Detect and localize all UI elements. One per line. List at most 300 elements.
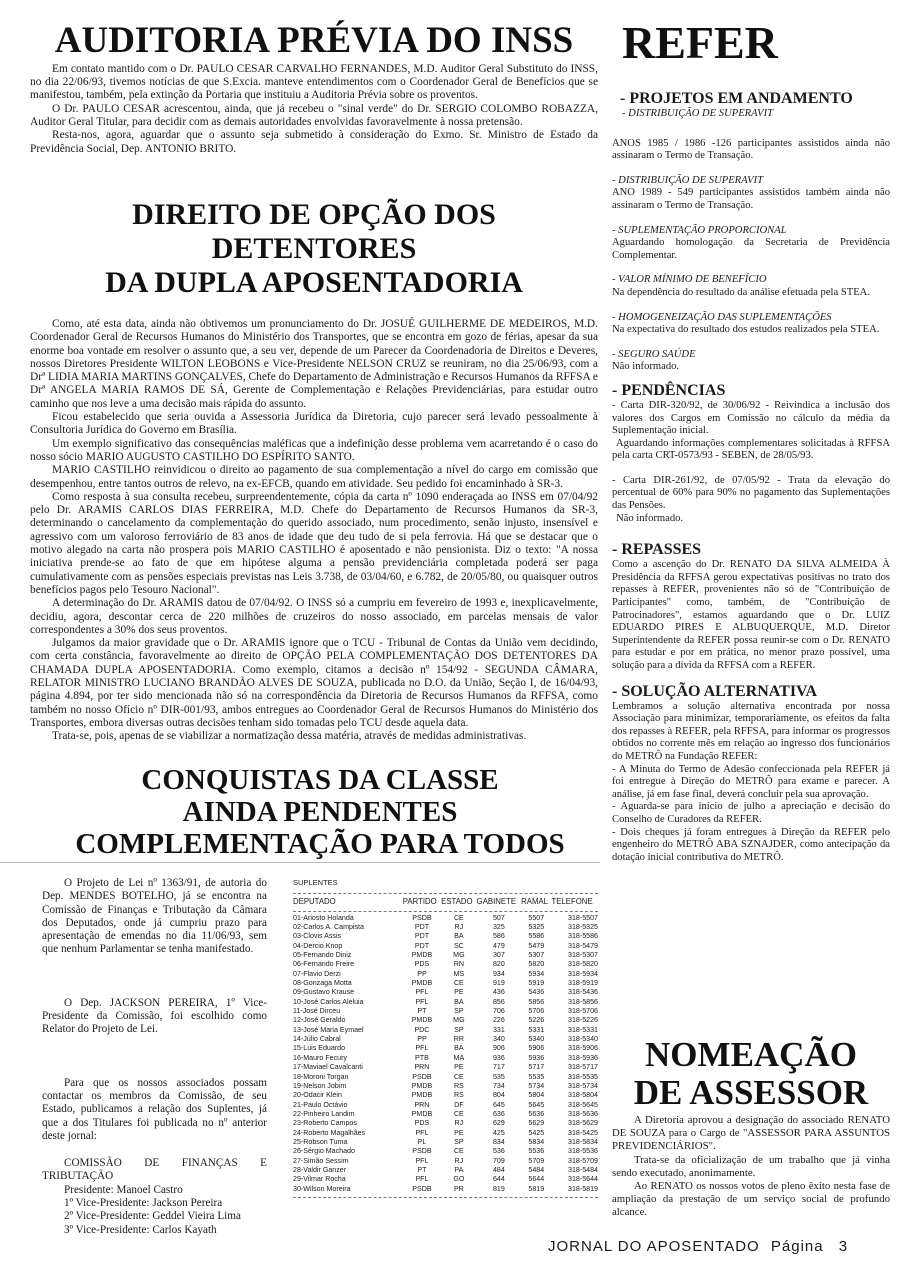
ramal-cell: 5717: [528, 1063, 545, 1072]
estado-cell: SP: [454, 1025, 464, 1034]
table-row: [293, 1016, 598, 1025]
deputado-cell: 17-Maviael Cavalcanti: [293, 1063, 363, 1072]
gabinete-cell: 820: [492, 960, 505, 969]
paragraph: MARIO CASTILHO reinvidicou o direito ao pagamento de sua complementação a nível do cargo em comissão que desempenhou, entre tantos outros de relevo, na ex-EFCB, quando em atividade. Seu pedido foi encaminhado à SR-3.: [30, 464, 598, 490]
partido-cell: PSDB: [412, 1072, 432, 1081]
deputado-cell: 03-Clovis Assis: [293, 932, 342, 941]
gabinete-cell: 636: [492, 1109, 505, 1118]
telefone-cell: 318-5331: [568, 1025, 598, 1034]
partido-cell: PRN: [414, 1100, 430, 1109]
paragraph: O Dep. JACKSON PEREIRA, 1º Vice-Presidente da Comissão, foi escolhido como Relator do Projeto de Lei.: [42, 996, 267, 1036]
deputado-cell: 04-Dercio Knop: [293, 941, 343, 950]
paragraph: Trata-se, pois, apenas de se viabilizar a normatização dessa matéria, através de medidas administrativas.: [52, 730, 527, 743]
table-row: [293, 1100, 598, 1109]
solucao-text: - Aguarda-se para início de julho a apreciação e decisão do Conselho de Curadores da REFER.: [612, 801, 890, 825]
estado-cell: BA: [454, 932, 464, 941]
gabinete-cell: 645: [492, 1100, 505, 1109]
table-row: [293, 1109, 598, 1118]
estado-cell: PE: [454, 1063, 464, 1072]
estado-cell: RS: [453, 1081, 464, 1090]
paragraph: O Projeto de Lei nº 1363/91, de autoria do Dep. MENDES BOTELHO, já se encontra na Comissão de Finanças e Tributação da Câmara dos Deputados, onde já cumpriu prazo para apresentação de emendas no dia 11/06/93, sem que nenhum Parlamentar se tenha manifestado.: [42, 877, 267, 956]
auditoria-article: [30, 22, 598, 156]
projeto-text: Na expectativa do resultado dos estudos realizados pela STEA.: [612, 324, 880, 336]
ramal-cell: 5325: [528, 923, 545, 932]
telefone-cell: 318-5644: [568, 1175, 598, 1184]
deputado-cell: 29-Vilmar Rocha: [293, 1175, 346, 1184]
table-row: [293, 1025, 598, 1034]
gabinete-cell: 819: [492, 1184, 505, 1193]
deputado-cell: 05-Fernando Diniz: [293, 951, 352, 960]
table-row: [293, 1147, 598, 1156]
paragraph: Resta-nos, agora, aguardar que o assunto seja submetido à consideração do Exmo. Sr. Ministro de Estado da Previdência Social, Dep. ANTONIO BRITO.: [30, 129, 598, 155]
estado-cell: PA: [454, 1165, 464, 1174]
gabinete-cell: 425: [492, 1128, 505, 1137]
estado-cell: RJ: [454, 1156, 464, 1165]
ramal-cell: 5436: [528, 988, 545, 997]
partido-cell: PTB: [415, 1053, 429, 1062]
deputado-cell: 25-Robson Tuma: [293, 1137, 348, 1146]
paragraph: Para que os nossos associados possam contactar os membros da Comissão, de seu Estado, publicamos a relação dos Suplentes, já que a dos Titulares foi publicada no nº anterior deste jornal:: [42, 1076, 267, 1142]
ramal-cell: 5834: [528, 1137, 545, 1146]
telefone-cell: 318-5425: [568, 1128, 598, 1137]
telefone-cell: 318-5906: [568, 1044, 598, 1053]
partido-cell: PMDB: [411, 1109, 433, 1118]
table-row: [293, 1034, 598, 1043]
officer: 3º Vice-Presidente: Carlos Kayath: [64, 1223, 217, 1236]
paragraph: A Diretoria aprovou a designação do associado RENATO DE SOUZA para o Cargo de "ASSESSOR PARA ASSUNTOS PREVIDENCIÁRIOS".: [612, 1114, 890, 1153]
table-row: [293, 1128, 598, 1137]
telefone-cell: 318-5536: [568, 1147, 598, 1156]
estado-cell: CE: [453, 1072, 464, 1081]
gabinete-cell: 906: [492, 1044, 505, 1053]
auditoria-body: [30, 63, 598, 156]
paragraph: Ao RENATO os nossos votos de pleno êxito nesta fase de ampliação da prestação de um serviço social de profundo alcance.: [612, 1180, 890, 1219]
partido-cell: PDS: [414, 1119, 430, 1128]
deputado-cell: 28-Valdir Ganzer: [293, 1165, 347, 1174]
table-row: [293, 932, 598, 941]
table-row: [293, 1006, 598, 1015]
gabinete-cell: 834: [492, 1137, 505, 1146]
telefone-cell: 318-5484: [568, 1165, 598, 1174]
pendencia-item: - Carta DIR-261/92, de 07/05/92 - Trata da elevação do percentual de 60% para 90% no pagamento das Suplementações das Pensões.: [612, 474, 890, 512]
projetos-section: [612, 90, 890, 374]
estado-cell: SP: [454, 1137, 464, 1146]
partido-cell: PFL: [415, 997, 429, 1006]
table-row: [293, 969, 598, 978]
partido-cell: PT: [417, 1007, 427, 1016]
estado-cell: CE: [453, 1147, 464, 1156]
partido-cell: PDS: [414, 960, 430, 969]
headline-line: NOMEAÇÃO: [645, 1035, 857, 1074]
deputado-cell: 15-Luis Eduardo: [293, 1044, 346, 1053]
headline-line: DA DUPLA APOSENTADORIA: [105, 266, 523, 299]
gabinete-cell: 919: [492, 979, 505, 988]
gabinete-cell: 484: [492, 1165, 505, 1174]
pendencia-item: - Carta DIR-320/92, de 30/06/92 - Reivindica a inclusão dos valores dos Cargos em Comissão no cálculo da média da Suplementação inicial.: [612, 399, 890, 437]
deputado-cell: 20-Odacir Klein: [293, 1091, 342, 1100]
gabinete-cell: 307: [492, 951, 505, 960]
telefone-cell: 318-5325: [568, 923, 598, 932]
estado-cell: GO: [453, 1175, 465, 1184]
gabinete-cell: 436: [492, 988, 505, 997]
partido-cell: PMDB: [411, 1016, 433, 1025]
deputado-cell: 30-Wilson Moreira: [293, 1184, 351, 1193]
estado-cell: RJ: [454, 923, 464, 932]
gabinete-cell: 226: [492, 1016, 505, 1025]
gabinete-cell: 340: [492, 1035, 505, 1044]
suplentes-table-body: [293, 913, 598, 1193]
conquistas-body: [42, 877, 267, 1237]
direito-headline: [30, 198, 598, 300]
table-row: [293, 1081, 598, 1090]
estado-cell: PR: [453, 1184, 464, 1193]
estado-cell: RS: [453, 1091, 464, 1100]
partido-cell: PDT: [414, 932, 430, 941]
telefone-cell: 318-5717: [568, 1063, 598, 1072]
telefone-cell: 318-5340: [568, 1035, 598, 1044]
gabinete-cell: 325: [492, 923, 505, 932]
telefone-cell: 318-5804: [568, 1091, 598, 1100]
deputado-cell: 14-Júlio Cabral: [293, 1035, 341, 1044]
divider: [293, 1197, 598, 1198]
deputado-cell: 24-Roberto Magalhães: [293, 1128, 366, 1137]
ramal-cell: 5535: [528, 1072, 545, 1081]
headline-line: DIREITO DE OPÇÃO DOS DETENTORES: [132, 198, 496, 265]
projeto-text: Aguardando homologação da Secretaria de Previdência Complementar.: [612, 237, 890, 261]
ramal-cell: 5425: [528, 1128, 545, 1137]
nomeacao-body: [612, 1114, 890, 1220]
estado-cell: MG: [453, 1016, 465, 1025]
estado-cell: SP: [454, 1007, 464, 1016]
repasses-section: [612, 541, 890, 672]
deputado-cell: 01-Ariosto Holanda: [293, 913, 354, 922]
partido-cell: PFL: [415, 1175, 429, 1184]
ramal-cell: 5331: [528, 1025, 545, 1034]
projeto-text: Na dependência do resultado da análise efetuada pela STEA.: [612, 286, 870, 298]
headline-line: CONQUISTAS DA CLASSE: [141, 764, 499, 796]
gabinete-cell: 479: [492, 941, 505, 950]
partido-cell: PP: [417, 1035, 427, 1044]
deputado-cell: 26-Sérgio Machado: [293, 1147, 355, 1156]
ramal-cell: 5340: [528, 1035, 545, 1044]
repasses-text: Como a ascenção do Dr. RENATO DA SILVA ALMEIDA À Presidência da RFFSA gerou expectativas positivas no trato dos repasses à REFER, provenientes não só de "Contribuição de Participantes" como, também, de "Contribuição de Patrocinadores", estamos aguardando que o Dr. LUIZ EDUARDO PIRES E ALBUQUERQUE, M.D. Diretor Superintendente da REFER possa reunir-se com o Dr. RENATO para estudar e por em prática, no menor prazo possível, uma solução para a dívida da RFFSA com a REFER.: [612, 559, 890, 671]
projeto-text: ANOS 1985 / 1986 -126 participantes assistidos ainda não assinaram o Termo de Transação.: [612, 137, 890, 162]
telefone-cell: 318-5706: [568, 1007, 598, 1016]
gabinete-cell: 856: [492, 997, 505, 1006]
page-footer: [548, 1238, 848, 1255]
officer: 2º Vice-Presidente: Geddel Vieira Lima: [64, 1210, 241, 1223]
deputado-cell: 27-Simão Sessim: [293, 1156, 349, 1165]
officers-list: [42, 1184, 267, 1237]
ramal-cell: 5636: [528, 1109, 545, 1118]
estado-cell: PE: [454, 1128, 464, 1137]
estado-cell: CE: [453, 913, 464, 922]
partido-cell: PSDB: [412, 1147, 432, 1156]
partido-cell: PMDB: [411, 1081, 433, 1090]
ramal-cell: 5629: [528, 1119, 545, 1128]
table-row: [293, 1091, 598, 1100]
paragraph: Trata-se da oficialização de um trabalho que já vinha sendo executado, anonimamente.: [612, 1153, 890, 1179]
table-row: [293, 1175, 598, 1184]
deputado-cell: 18-Moroni Torgan: [293, 1072, 349, 1081]
telefone-cell: 318-5586: [568, 932, 598, 941]
partido-cell: PFL: [415, 988, 429, 997]
table-row: [293, 1072, 598, 1081]
ramal-cell: 5804: [528, 1091, 545, 1100]
estado-cell: MG: [453, 951, 465, 960]
ramal-cell: 5919: [528, 979, 545, 988]
ramal-cell: 5709: [528, 1156, 545, 1165]
table-row: [293, 1165, 598, 1174]
page-number: 3: [838, 1238, 849, 1255]
solucao-section: [612, 683, 890, 865]
repasses-heading: - REPASSES: [612, 541, 702, 559]
table-row: [293, 1053, 598, 1062]
gabinete-cell: 804: [492, 1091, 505, 1100]
pendencia-item: Não informado.: [616, 512, 684, 524]
publication-name: JORNAL DO APOSENTADO: [548, 1238, 760, 1255]
pendencias-section: [612, 382, 890, 525]
officer: 1º Vice-Presidente: Jackson Pereira: [64, 1197, 223, 1210]
telefone-cell: 318-5734: [568, 1081, 598, 1090]
estado-cell: RN: [453, 960, 464, 969]
paragraph: Como resposta à sua consulta recebeu, surpreendentemente, cópia da carta nº 1090 enderaçada ao INSS em 07/04/92 pelo Dr. ARAMIS CARLOS DIAS FERREIRA, M.D. Chefe do Departamento de Recursos Humanos da SR-3, determinando o cancelamento da complementação do querido associado, num procedimento, senão injusto, insensível e agressivo com um valoroso ferroviário de 83 anos de idade que deu tudo de si pela ferrovia. Há que se destacar que o motivo alegado na carta não prospera pois MARIO CASTILHO é aposentado e não pensionista. Diz o texto: "A nossa iniciativa prende-se ao fato de que em hipótese alguma a pensão previdenciária completada poderá ser paga cumulativamente com as pensões especiais previstas nas Leis 3.738, de 03/04/60, e 6.782, de 20/05/80, ou quaisquer outros benefícios pagos pelo Tesouro Nacional".: [30, 490, 598, 596]
nomeacao-headline: [612, 1036, 890, 1112]
projeto-label: - HOMOGENEIZAÇÃO DAS SUPLEMENTAÇÕES: [612, 311, 832, 323]
telefone-cell: 318-5936: [568, 1053, 598, 1062]
table-row: [293, 1184, 598, 1193]
telefone-cell: 318-5645: [568, 1100, 598, 1109]
suplentes-table: [293, 894, 598, 1193]
paragraph: Como, até esta data, ainda não obtivemos um pronunciamento do Dr. JOSUÉ GUILHERME DE MEDEIROS, M.D. Coordenador Geral de Recursos Humanos do Ministério dos Transportes, que se encontra em gozo de férias, apesar da sua enorme boa vontade em resolver o assunto que, a seu ver, depende de um Parecer da Coordenadoria de Direitos e Deveres, nossos Diretores Presidente WILTON LEOBONS e Vice-Presidente NELSON CRUZ se reuniram, no dia 25/06/93, com a Drª LIDIA MARIA MARTINS GONÇALVES, Chefe do Departamento de Administração e Recursos Humanos da RFFSA e Drª ANGELA MARIA RAMOS DE SÁ, Gerente de Complementação e Relações Previdenciárias, para estudar outro caminho que nos leve a uma decisão mais rápida do assunto.: [30, 318, 598, 410]
estado-cell: MA: [453, 1053, 465, 1062]
ramal-cell: 5645: [528, 1100, 545, 1109]
gabinete-cell: 936: [492, 1053, 505, 1062]
partido-cell: PSDB: [412, 913, 432, 922]
col-header: TELEFONE: [551, 897, 593, 906]
col-header: RAMAL: [521, 897, 549, 906]
gabinete-cell: 507: [492, 913, 505, 922]
solucao-heading: - SOLUÇÃO ALTERNATIVA: [612, 682, 818, 700]
ramal-cell: 5479: [528, 941, 545, 950]
deputado-cell: 08-Gonzaga Motta: [293, 979, 352, 988]
table-row: [293, 1156, 598, 1165]
gabinete-cell: 644: [492, 1175, 505, 1184]
table-row: [293, 978, 598, 987]
telefone-cell: 318-5834: [568, 1137, 598, 1146]
deputado-cell: 23-Roberto Campos: [293, 1119, 357, 1128]
table-row: [293, 960, 598, 969]
deputado-cell: 12-José Geraldo: [293, 1016, 346, 1025]
estado-cell: RR: [453, 1035, 464, 1044]
estado-cell: DF: [454, 1100, 464, 1109]
ramal-cell: 5936: [528, 1053, 545, 1062]
telefone-cell: 318-5820: [568, 960, 598, 969]
gabinete-cell: 536: [492, 1147, 505, 1156]
refer-column: [612, 18, 890, 864]
table-header-row: [293, 894, 598, 909]
pendencias-heading: - PENDÊNCIAS: [612, 381, 726, 399]
page-label: Página: [770, 1238, 824, 1255]
ramal-cell: 5934: [528, 969, 545, 978]
ramal-cell: 5706: [528, 1007, 545, 1016]
telefone-cell: 318-5307: [568, 951, 598, 960]
col-header: ESTADO: [441, 897, 473, 906]
deputado-cell: 21-Paulo Octávio: [293, 1100, 348, 1109]
gabinete-cell: 331: [492, 1025, 505, 1034]
direito-body: [30, 318, 598, 744]
projeto-label: - VALOR MÍNIMO DE BENEFÍCIO: [612, 274, 767, 286]
ramal-cell: 5536: [528, 1147, 545, 1156]
projeto-label: - DISTRIBUIÇÃO DE SUPERAVIT: [622, 108, 773, 119]
solucao-text: - A Minuta do Termo de Adesão confeccionada pela REFER já foi entregue à Direção do METRÔ para exame e parecer. A análise, já em fase final, deverá concluir pela sua aprovação.: [612, 763, 890, 800]
deputado-cell: 13-José Maria Eymael: [293, 1025, 364, 1034]
projeto-label: - SUPLEMENTAÇÃO PROPORCIONAL: [612, 224, 787, 236]
partido-cell: PRN: [414, 1063, 430, 1072]
deputado-cell: 22-Pinheiro Landim: [293, 1109, 355, 1118]
partido-cell: PDC: [414, 1025, 430, 1034]
table-row: [293, 941, 598, 950]
gabinete-cell: 586: [492, 932, 505, 941]
table-row: [293, 922, 598, 931]
partido-cell: PT: [417, 1165, 427, 1174]
partido-cell: PMDB: [411, 979, 433, 988]
partido-cell: PMDB: [411, 951, 433, 960]
deputado-cell: 11-José Dirceu: [293, 1007, 341, 1016]
deputado-cell: 06-Fernando Freire: [293, 960, 355, 969]
telefone-cell: 318-5436: [568, 988, 598, 997]
partido-cell: PL: [417, 1137, 427, 1146]
headline-line: DE ASSESSOR: [633, 1073, 869, 1112]
divider: [293, 911, 598, 912]
partido-cell: PFL: [415, 1156, 429, 1165]
projeto-label: - DISTRIBUIÇÃO DE SUPERAVIT: [612, 174, 763, 186]
ramal-cell: 5307: [528, 951, 545, 960]
partido-cell: PFL: [415, 1044, 429, 1053]
headline-line: AINDA PENDENTES: [182, 796, 458, 828]
telefone-cell: 318-5629: [568, 1119, 598, 1128]
estado-cell: SC: [453, 941, 464, 950]
partido-cell: PDT: [414, 941, 430, 950]
table-row: [293, 997, 598, 1006]
paragraph: Ficou estabelecido que seria ouvida a Assessoria Jurídica da Diretoria, cujo parecer será levado pessoalmente à Consultoria Jurídica do Governo em Brasília.: [30, 411, 598, 437]
gabinete-cell: 629: [492, 1119, 505, 1128]
ramal-cell: 5856: [528, 997, 545, 1006]
paragraph: Em contato mantido com o Dr. PAULO CESAR CARVALHO FERNANDES, M.D. Auditor Geral Substituto do INSS, no dia 22/06/93, tivemos notícias de que S.Excia. manteve entendimentos com o Coordenador Geral de Benefícios que se manifestou, também, pela extinção da Portaria que instituiu a Auditoria Prévia sobre os proventos.: [30, 62, 598, 102]
gabinete-cell: 709: [492, 1156, 505, 1165]
solucao-text: - Dois cheques já foram entregues à Direção da REFER pelo engenheiro do METRÔ ABA SZNAJDER, como antecipação da dotação inicial contributiva do METRÔ.: [612, 826, 890, 863]
telefone-cell: 318-5636: [568, 1109, 598, 1118]
paragraph: O Dr. PAULO CESAR acrescentou, ainda, que já recebeu o "sinal verde" do Dr. SERGIO COLOMBO ROBAZZA, Auditor Geral Titular, para decidir com as demais autoridades envolvidas favoravelmente à nossa pretensão.: [30, 102, 598, 129]
partido-cell: PDT: [414, 923, 430, 932]
deputado-cell: 09-Gustavo Krause: [293, 988, 355, 997]
estado-cell: CE: [453, 979, 464, 988]
deputado-cell: 19-Nelson Jobim: [293, 1081, 347, 1090]
direito-article: [30, 198, 598, 744]
table-row: [293, 1137, 598, 1146]
headline-line: COMPLEMENTAÇÃO PARA TODOS: [75, 828, 565, 860]
estado-cell: BA: [454, 1044, 464, 1053]
ramal-cell: 5820: [528, 960, 545, 969]
estado-cell: RJ: [454, 1119, 464, 1128]
partido-cell: PMDB: [411, 1091, 433, 1100]
telefone-cell: 318-5934: [568, 969, 598, 978]
pendencia-item: Aguardando informações complementares solicitadas à RFFSA pela carta CRT-0573/93 - SEBEN, de 28/05/93.: [612, 437, 890, 462]
deputado-cell: 02-Carlos A. Campista: [293, 923, 364, 932]
estado-cell: CE: [453, 1109, 464, 1118]
ramal-cell: 5734: [528, 1081, 545, 1090]
estado-cell: MS: [453, 969, 465, 978]
col-header: GABINETE: [476, 897, 517, 906]
suplentes-table-block: [293, 878, 598, 1198]
telefone-cell: 318-5507: [568, 913, 598, 922]
table-row: [293, 1044, 598, 1053]
deputado-cell: 10-José Carlos Aleluia: [293, 997, 364, 1006]
deputado-cell: 07-Flavio Derzi: [293, 969, 341, 978]
paragraph: Um exemplo significativo das consequências maléficas que a indefinição desse problema vem acarretando é o caso do nosso sócio MARIO AUGUSTO CASTILHO DO ESPÍRITO SANTO.: [30, 437, 598, 463]
telefone-cell: 318-5535: [568, 1072, 598, 1081]
telefone-cell: 318-5919: [568, 979, 598, 988]
table-row: [293, 1119, 598, 1128]
ramal-cell: 5507: [528, 913, 545, 922]
telefone-cell: 318-5479: [568, 941, 598, 950]
ramal-cell: 5819: [528, 1184, 545, 1193]
solucao-text: Lembramos a solução alternativa encontrada por nossa Associação para minimizar, temporariamente, os efeitos da falta dos repasses à REFER, pela RFFSA, para informar os progressos obtidos no corrente mês em relação ao ingresso dos funcionários do METRÔ na Fundação REFER:: [612, 700, 890, 762]
col-header: DEPUTADO: [293, 897, 336, 906]
ramal-cell: 5226: [528, 1016, 545, 1025]
deputado-cell: 16-Mauro Fecury: [293, 1053, 348, 1062]
projeto-text: Não informado.: [612, 361, 680, 373]
auditoria-headline: AUDITORIA PRÉVIA DO INSS: [54, 20, 574, 61]
commission-title: COMISSÃO DE FINANÇAS E TRIBUTAÇÃO: [42, 1157, 267, 1183]
estado-cell: BA: [454, 997, 464, 1006]
nomeacao-article: [612, 1036, 890, 1220]
ramal-cell: 5586: [528, 932, 545, 941]
gabinete-cell: 717: [492, 1063, 505, 1072]
telefone-cell: 318-5819: [568, 1184, 598, 1193]
table-row: [293, 1063, 598, 1072]
partido-cell: PFL: [415, 1128, 429, 1137]
gabinete-cell: 934: [492, 969, 505, 978]
gabinete-cell: 535: [492, 1072, 505, 1081]
paragraph: A determinação do Dr. ARAMIS datou de 07/04/92. O INSS só a cumpriu em fevereiro de 1993 e, inexplicavelmente, decidiu, agora, descontar cerca de 220 milhões de cruzeiros do nosso associado, em parcelas mensais de valor correspondentes a 30% dos seus proventos.: [30, 597, 598, 636]
officer: Presidente: Manoel Castro: [64, 1183, 183, 1196]
projeto-text: ANO 1989 - 549 participantes assistidos também ainda não assinaram o Termo de Transação.: [612, 187, 890, 211]
paragraph: Julgamos da maior gravidade que o Dr. ARAMIS ignore que o TCU - Tribunal de Contas da União vem decidindo, com certa constância, favoravelmente ao direito de OPÇÃO PELA COMPLEMENTAÇÃO DOS DETENTORES DA CHAMADA DUPLA APOSENTADORIA. Como exemplo, citamos a decisão nº 154/92 - SEGUNDA CÂMARA, RELATOR MINISTRO LUCIANO BRANDÃO ALVES DE SOUZA, publicada no D.O. da União, Seção I, de 16/04/93, página 4.894, por ter sido mencionada não só na correspondência da Diretoria de Recursos Humanos da RFFSA, como também no nosso Ofício nº DIR-001/93, ambos entregues ao Coordenador Geral de Recursos Humanos do Ministério dos Transportes, embora diversas outras decisões tenham sido tomadas pelo TCU desde aquela data.: [30, 637, 598, 729]
telefone-cell: 318-5226: [568, 1016, 598, 1025]
estado-cell: PE: [454, 988, 464, 997]
ramal-cell: 5644: [528, 1175, 545, 1184]
projetos-heading: - PROJETOS EM ANDAMENTO: [620, 90, 853, 107]
gabinete-cell: 734: [492, 1081, 505, 1090]
telefone-cell: 318-5856: [568, 997, 598, 1006]
table-row: [293, 913, 598, 922]
partido-cell: PSDB: [412, 1184, 432, 1193]
table-caption: SUPLENTES: [293, 878, 338, 887]
table-row: [293, 950, 598, 959]
ramal-cell: 5906: [528, 1044, 545, 1053]
table-row: [293, 988, 598, 997]
telefone-cell: 318-5709: [568, 1156, 598, 1165]
ramal-cell: 5484: [528, 1165, 545, 1174]
conquistas-headline: [40, 764, 600, 860]
gabinete-cell: 706: [492, 1007, 505, 1016]
headline-rule: [0, 862, 600, 863]
refer-headline: REFER: [622, 17, 778, 68]
projeto-label: - SEGURO SAÚDE: [612, 348, 696, 360]
partido-cell: PP: [417, 969, 427, 978]
col-header: PARTIDO: [402, 897, 437, 906]
